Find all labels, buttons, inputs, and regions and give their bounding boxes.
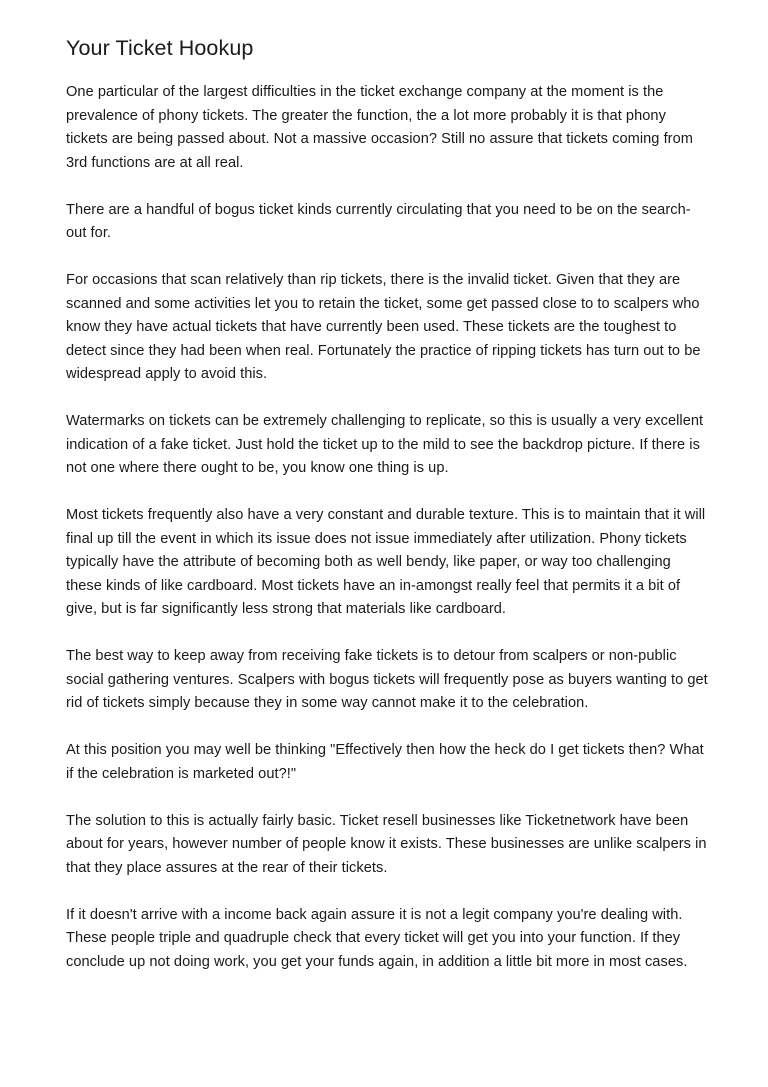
- paragraph-2: There are a handful of bogus ticket kinds currently circulating that you need to be on the search-out for.: [66, 201, 691, 242]
- paragraph-1: One particular of the largest difficulties in the ticket exchange company at the moment is the prevalence of phony tickets. The greater the function, the a lot more probably it is that phony tickets are being passed about. Not a massive occasion? Still no assure that tickets coming from 3rd functions are at all real.: [66, 84, 693, 171]
- paragraph-9: If it doesn't arrive with a income back again assure it is not a legit company you're dealing with. These people triple and quadruple check that every ticket will get you into your function. If they conclude up not doing work, you get your funds again, in addition a little bit more in most cases.: [66, 906, 688, 970]
- paragraph-7: At this position you may well be thinking "Effectively then how the heck do I get tickets then? What if the celebration is marketed out?!": [66, 742, 704, 782]
- paragraph-5: Most tickets frequently also have a very constant and durable texture. This is to maintain that it will final up till the event in which its issue does not issue immediately after utilization. Phony tickets typically have the attribute of becoming both as well bendy, like paper, or way too challenging these kinds of like cardboard. Most tickets have an in-amongst really feel that permits it a bit of give, but is far significantly less strong that materials like cardboard.: [66, 507, 706, 618]
- paragraph-4: Watermarks on tickets can be extremely challenging to replicate, so this is usually a very excellent indication of a fake ticket. Just hold the ticket up to the mild to see the backdrop picture. If there is not one where there ought to be, you know one thing is up.: [66, 413, 704, 477]
- paragraph-8: The solution to this is actually fairly basic. Ticket resell businesses like Ticketnetwork have been about for years, however number of people know it exists. These businesses are unlike scalpers in that they place assures at the rear of their tickets.: [66, 812, 707, 876]
- paragraph-3: For occasions that scan relatively than rip tickets, there is the invalid ticket. Given that they are scanned and some activities let you to retain the ticket, some get passed close to to scalpers who know they have actual tickets that have currently been used. These tickets are the toughest to detect since they had been when real. Fortunately the practice of ripping tickets has turn out to be widespread apply to avoid this.: [66, 271, 701, 383]
- document-title: Your Ticket Hookup: [66, 36, 254, 60]
- paragraph-6: The best way to keep away from receiving fake tickets is to detour from scalpers or non-public social gathering ventures. Scalpers with bogus tickets will frequently pose as buyers wanting to get rid of tickets simply because they in some way cannot make it to the celebration.: [66, 648, 708, 712]
